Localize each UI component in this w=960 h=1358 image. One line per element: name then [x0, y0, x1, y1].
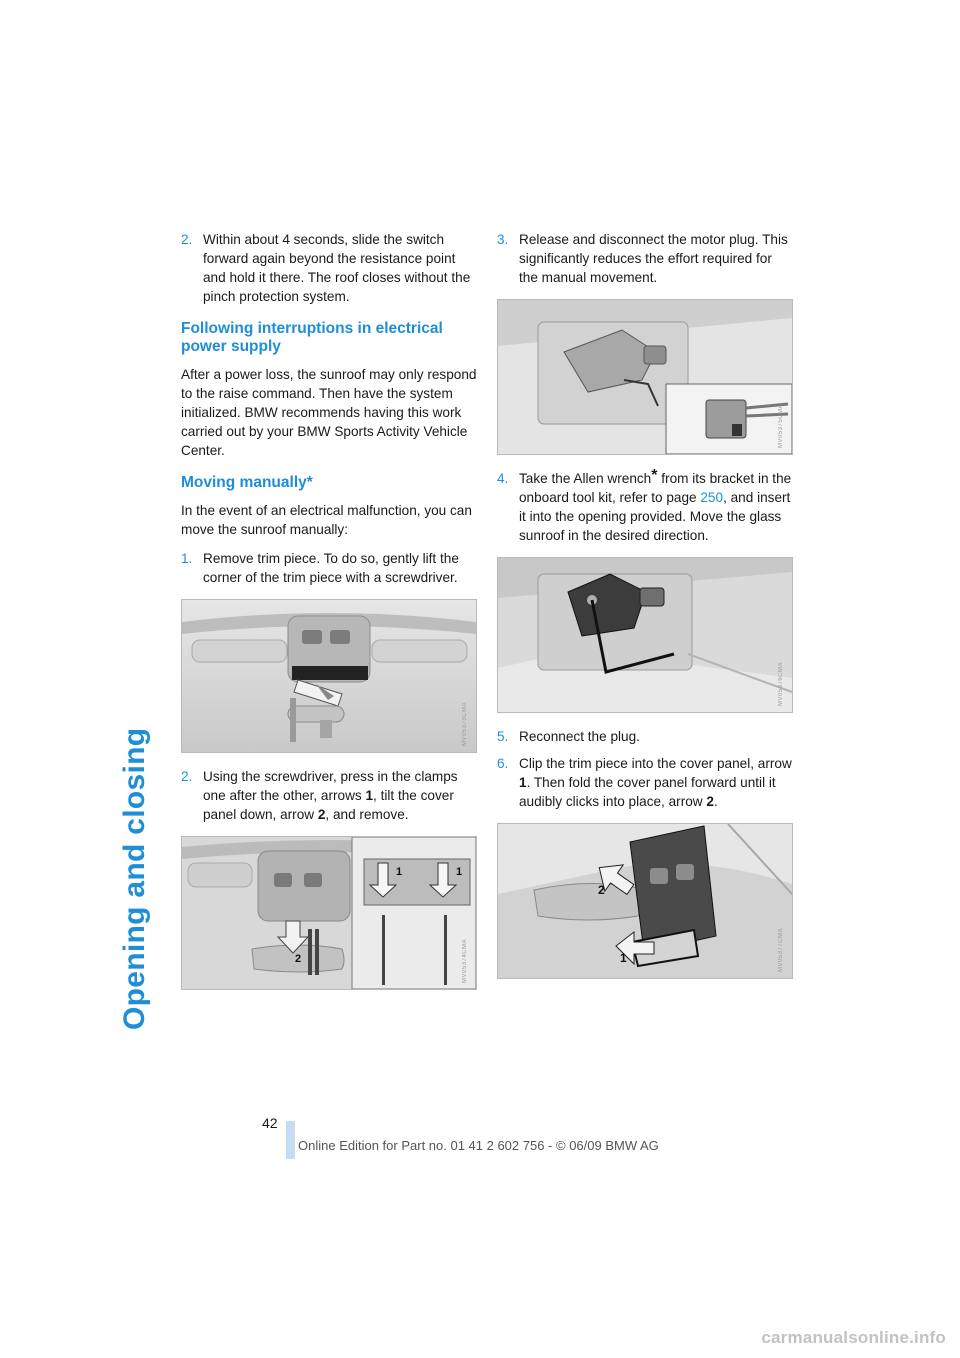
heading-power-interruption: Following interruptions in electrical power supply [181, 320, 443, 355]
arrow-number: 1 [519, 775, 527, 790]
left-column [181, 230, 477, 1004]
figure-clip-trim [497, 823, 793, 979]
figure-code: MV05375CMA [778, 403, 784, 448]
step-4-allen-wrench [497, 469, 792, 545]
footer-edition-text: Online Edition for Part no. 01 41 2 602 756 - © 06/09 BMW AG [298, 1138, 659, 1153]
press-clamps-illustration [182, 837, 476, 989]
clip-trim-illustration [498, 824, 792, 978]
heading-moving-manually: Moving manually* [181, 474, 313, 491]
arrow-number: 2 [706, 794, 714, 809]
step-text: Release and disconnect the motor plug. This significantly reduces the effort required for the manual movement. [519, 232, 788, 285]
arrow-number: 1 [365, 788, 374, 803]
step-text-part: Take the Allen wrench [519, 471, 652, 486]
page-number: 42 [262, 1115, 278, 1131]
moving-manually-text: In the event of an electrical malfunction, you can move the sunroof manually: [181, 503, 472, 537]
step-text-part: , and insert it into the opening provided. Move the glass sunroof in the desired direction. [519, 490, 791, 543]
step-text-part: from its bracket in the onboard tool kit, refer to page [519, 471, 792, 505]
arrow-number: 2 [317, 807, 326, 822]
step-number: 1. [181, 551, 193, 566]
figure-motor-plug [497, 299, 793, 455]
step-number: 2. [181, 232, 193, 247]
figure-allen-wrench [497, 557, 793, 713]
allen-wrench-illustration [498, 558, 792, 712]
step-number: 3. [497, 232, 509, 247]
footer-accent-bar [286, 1121, 295, 1159]
step-text: Within about 4 seconds, slide the switch forward again beyond the resistance point and hold it there. The roof closes without the pinch protection system. [203, 232, 471, 304]
figure-code: MV05374CMA [462, 938, 468, 983]
arrow-label-2: 2 [598, 883, 605, 897]
figure-press-clamps [181, 836, 477, 990]
figure-code: MV05373CMA [462, 701, 468, 746]
figure-code: MV05376CMA [778, 661, 784, 706]
arrow-label-1a: 1 [396, 866, 403, 878]
step-text: Reconnect the plug. [519, 729, 640, 744]
right-column [497, 230, 792, 993]
step-text: Remove trim piece. To do so, gently lift the corner of the trim piece with a screwdriver. [203, 551, 459, 585]
arrow-label-1b: 1 [456, 866, 463, 878]
chapter-title-text: Opening and closing [118, 727, 151, 1030]
optional-equipment-star: * [651, 467, 658, 484]
step-text-part: Using the screwdriver, press in the clamps one after the other, arrows [203, 769, 458, 803]
step-6-clip-trim [497, 754, 792, 811]
step-text-part: Clip the trim piece into the cover panel, arrow [519, 756, 792, 771]
figure-trim-removal [181, 599, 477, 753]
step-3-disconnect-plug [497, 230, 792, 287]
step-text-part: , and remove. [325, 807, 409, 822]
trim-removal-illustration [182, 600, 476, 752]
step-2-press-clamps [181, 767, 477, 824]
step-text-part: , tilt the cover panel down, arrow [203, 788, 454, 822]
watermark: carmanualsonline.info [761, 1328, 946, 1347]
step-text-part: . Then fold the cover panel forward until it audibly clicks into place, arrow [519, 775, 776, 809]
step-number: 2. [181, 769, 193, 784]
figure-code: MV05377CMA [778, 927, 784, 972]
motor-plug-illustration [498, 300, 792, 454]
step-1-remove-trim [181, 549, 477, 587]
step-number: 4. [497, 471, 509, 486]
step-text-part: . [713, 794, 718, 809]
step-5-reconnect [497, 727, 792, 746]
arrow-label-2: 2 [295, 953, 302, 965]
power-interruption-text: After a power loss, the sunroof may only respond to the raise command. Then have the system initialized. BMW recommends having this work carried out by your BMW Sports Activity Vehicle Center. [181, 367, 477, 458]
step-number: 6. [497, 756, 509, 771]
step-number: 5. [497, 729, 509, 744]
arrow-label-1: 1 [620, 951, 627, 965]
chapter-title [112, 230, 152, 1030]
step-2-close [181, 230, 477, 306]
page-reference-link[interactable]: 250 [700, 490, 724, 505]
